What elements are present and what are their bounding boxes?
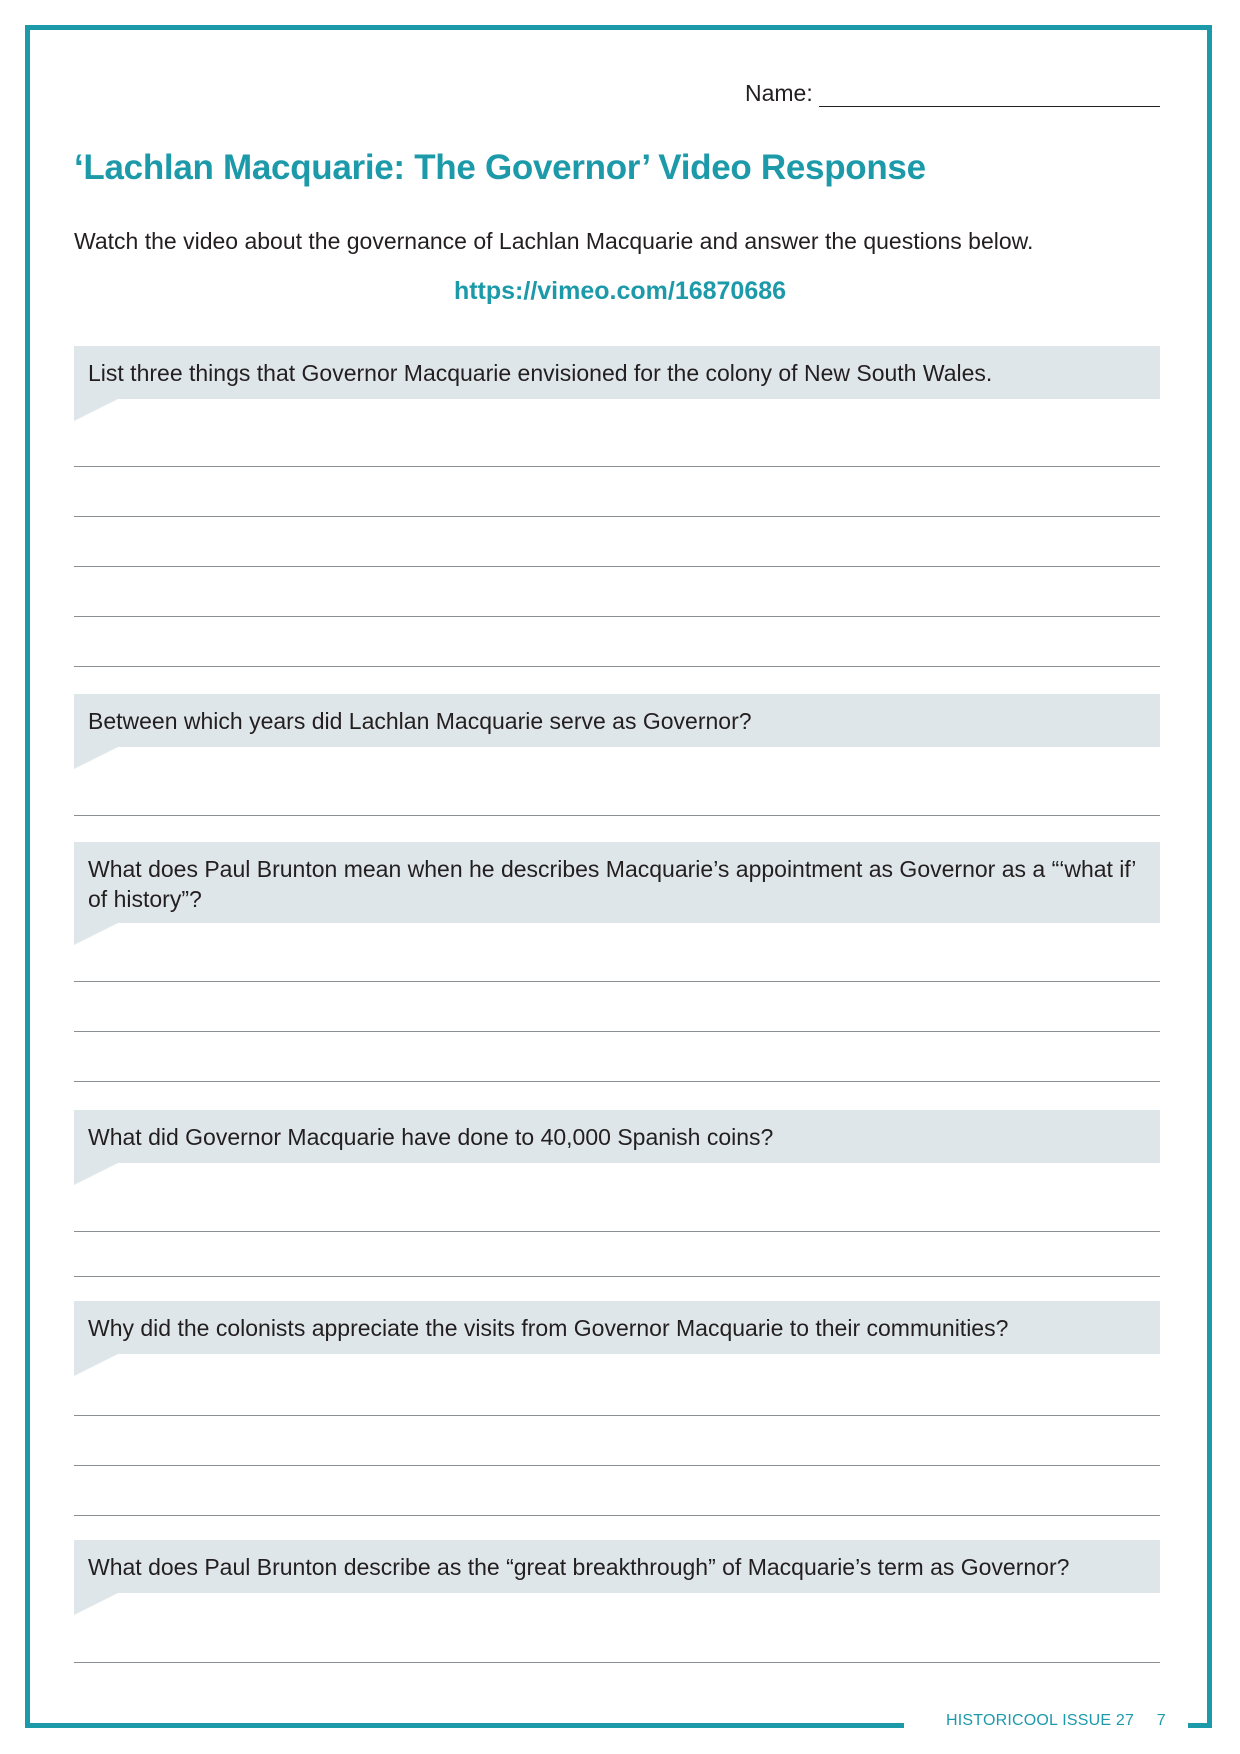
- question-box-2: [74, 694, 1160, 747]
- speech-tail: [74, 923, 118, 945]
- question-box-6: [74, 1540, 1160, 1593]
- speech-tail: [74, 1354, 118, 1376]
- question-box-4: [74, 1110, 1160, 1163]
- question-text: Why did the colonists appreciate the visits from Governor Macquarie to their communities?: [88, 1315, 1009, 1341]
- question-box-3: [74, 842, 1160, 923]
- question-text: What does Paul Brunton mean when he describes Macquarie’s appointment as Governor as a “‘what if’ of history”?: [88, 856, 1136, 912]
- answer-line[interactable]: [74, 1231, 1160, 1232]
- answer-line[interactable]: [74, 516, 1160, 517]
- page-border-bottom: [25, 1723, 904, 1728]
- answer-line[interactable]: [74, 981, 1160, 982]
- intro-text: Watch the video about the governance of Lachlan Macquarie and answer the questions below.: [74, 228, 1034, 254]
- answer-line[interactable]: [74, 1276, 1160, 1277]
- name-label: Name:: [745, 80, 813, 106]
- name-input-line[interactable]: [819, 82, 1160, 107]
- page-title: ‘Lachlan Macquarie: The Governor’ Video Response: [74, 148, 926, 187]
- question-text: What did Governor Macquarie have done to 40,000 Spanish coins?: [88, 1124, 774, 1150]
- page-number: 7: [1156, 1712, 1166, 1729]
- question-text: List three things that Governor Macquarie envisioned for the colony of New South Wales.: [88, 360, 993, 386]
- answer-line[interactable]: [74, 666, 1160, 667]
- question-text: Between which years did Lachlan Macquarie serve as Governor?: [88, 708, 752, 734]
- question-box-1: [74, 346, 1160, 399]
- speech-tail: [74, 1593, 118, 1615]
- answer-line[interactable]: [74, 466, 1160, 467]
- answer-line[interactable]: [74, 616, 1160, 617]
- speech-tail: [74, 399, 118, 421]
- page-border-bottom-right: [1188, 1723, 1212, 1728]
- answer-line[interactable]: [74, 1515, 1160, 1516]
- video-link[interactable]: https://vimeo.com/16870686: [453, 277, 787, 305]
- speech-tail: [74, 1163, 118, 1185]
- answer-line[interactable]: [74, 1662, 1160, 1663]
- answer-line[interactable]: [74, 1465, 1160, 1466]
- answer-line[interactable]: [74, 815, 1160, 816]
- name-field: [745, 80, 1160, 107]
- page-footer: [946, 1712, 1166, 1730]
- publication-name: HISTORICOOL ISSUE 27: [946, 1712, 1135, 1729]
- question-text: What does Paul Brunton describe as the “great breakthrough” of Macquarie’s term as Governor?: [88, 1554, 1070, 1580]
- question-box-5: [74, 1301, 1160, 1354]
- answer-line[interactable]: [74, 1081, 1160, 1082]
- answer-line[interactable]: [74, 566, 1160, 567]
- answer-line[interactable]: [74, 1415, 1160, 1416]
- answer-line[interactable]: [74, 1031, 1160, 1032]
- speech-tail: [74, 747, 118, 769]
